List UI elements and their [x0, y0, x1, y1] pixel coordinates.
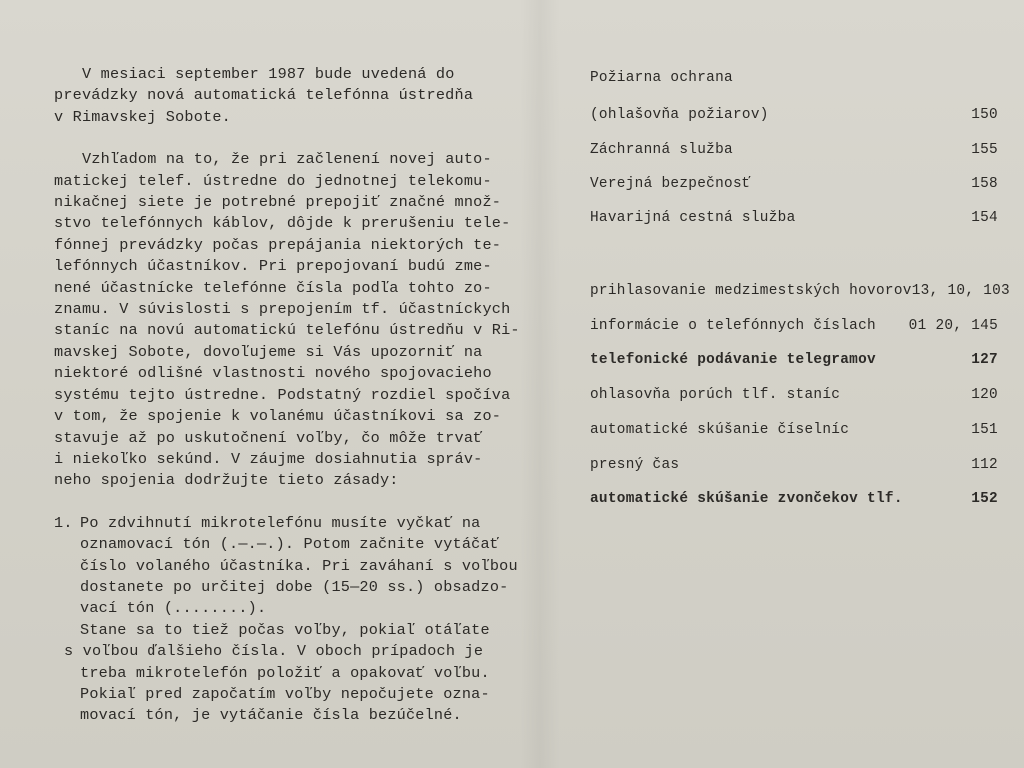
service-name: prihlasovanie medzimestských hovorov — [590, 283, 912, 299]
directory-row-fire — [590, 107, 998, 123]
directory-row-long-distance — [590, 283, 1010, 299]
text-line: v tom, že spojenie k volanému účastníkovi sa zo- — [54, 407, 502, 426]
page-fold-shadow — [520, 0, 560, 768]
service-number: 154 — [971, 210, 998, 226]
text-line: mavskej Sobote, dovoľujeme si Vás upozorniť na — [54, 342, 483, 361]
service-name: Požiarna ochrana — [590, 70, 733, 86]
service-number: 150 — [971, 107, 998, 123]
directory-row-police — [590, 176, 998, 192]
text-line: Po zdvihnutí mikrotelefónu musíte vyčkať na — [80, 513, 481, 532]
service-name: informácie o telefónnych číslach — [590, 318, 876, 334]
explanation-paragraph — [54, 149, 520, 492]
rule-text — [54, 513, 518, 727]
text-line: nené účastnícke telefónne čísla podľa tohto zo- — [54, 278, 492, 297]
intro-paragraph — [54, 64, 494, 128]
service-name: ohlasovňa porúch tlf. staníc — [590, 387, 841, 403]
directory-row-dial-test — [590, 422, 998, 438]
directory-row-road-service — [590, 210, 998, 226]
service-name: automatické skúšanie číselníc — [590, 422, 850, 438]
service-number: 13, 10, 103 — [911, 283, 1010, 299]
text-line: matickej telef. ústredne do jednotnej telekomu- — [54, 171, 492, 190]
directory-row-time — [590, 457, 998, 473]
text-line: stvo telefónnych káblov, dôjde k prerušeniu tele- — [54, 214, 511, 233]
service-number: 112 — [971, 457, 998, 473]
text-line: dostanete po určitej dobe (15—20 ss.) obsadzo- — [80, 577, 509, 596]
service-name: presný čas — [590, 457, 680, 473]
rule-number: 1. — [54, 513, 73, 532]
text-line: nikačnej siete je potrebné prepojiť značné množ- — [54, 193, 502, 212]
text-line: s voľbou ďalšieho čísla. V oboch prípadoch je — [64, 642, 484, 661]
service-number: 155 — [971, 142, 998, 158]
directory-row-number-info — [590, 318, 998, 334]
service-number: 158 — [971, 176, 998, 192]
text-line: staníc na novú automatickú telefónu ústredňu v Ri- — [54, 321, 520, 340]
directory-row-rescue — [590, 142, 998, 158]
service-name: (ohlašovňa požiarov) — [590, 107, 769, 123]
text-line: movací tón, je vytáčanie čísla bezúčelné. — [80, 706, 462, 725]
text-line: lefónnych účastníkov. Pri prepojovaní budú zme- — [54, 257, 492, 276]
directory-row-fire-header — [590, 70, 998, 86]
text-line: i niekoľko sekúnd. V záujme dosiahnutia správ- — [54, 449, 483, 468]
service-number: 120 — [971, 387, 998, 403]
directory-row-telegrams — [590, 352, 998, 368]
left-page-text — [54, 64, 520, 727]
text-line: prevádzky nová automatická telefónna ústredňa — [54, 86, 474, 105]
text-line: vací tón (........). — [80, 599, 267, 618]
service-name: Záchranná služba — [590, 142, 733, 158]
directory-row-fault-report — [590, 387, 998, 403]
text-line: Stane sa to tiež počas voľby, pokiaľ otáľate — [80, 620, 490, 639]
rule-item-1 — [54, 513, 518, 727]
service-number: 151 — [971, 422, 998, 438]
service-name: Havarijná cestná služba — [590, 210, 796, 226]
text-line: treba mikrotelefón položiť a opakovať voľbu. — [80, 663, 490, 682]
service-number: 152 — [971, 491, 998, 507]
service-number: 127 — [971, 352, 998, 368]
service-name: automatické skúšanie zvončekov tlf. — [590, 491, 903, 507]
text-line: stavuje až po uskutočnení voľby, čo môže trvať — [54, 428, 483, 447]
text-line: v Rimavskej Sobote. — [54, 107, 231, 126]
text-line: Pokiaľ pred započatím voľby nepočujete ozna- — [80, 684, 490, 703]
text-line: číslo volaného účastníka. Pri zaváhaní s voľbou — [80, 556, 518, 575]
text-line: znamu. V súvislosti s prepojením tf. účastníckych — [54, 300, 511, 319]
text-line: neho spojenia dodržujte tieto zásady: — [54, 471, 399, 490]
service-name: telefonické podávanie telegramov — [590, 352, 876, 368]
text-line: V mesiaci september 1987 bude uvedená do — [82, 65, 455, 83]
text-line: niektoré odlišné vlastnosti nového spojovacieho — [54, 364, 492, 383]
directory-row-bell-test — [590, 491, 998, 507]
text-line: Vzhľadom na to, že pri začlenení novej auto- — [82, 150, 492, 169]
text-line: fónnej prevádzky počas prepájania niektorých te- — [54, 235, 502, 254]
service-name: Verejná bezpečnosť — [590, 176, 751, 192]
text-line: systému tejto ústredne. Podstatný rozdiel spočíva — [54, 385, 511, 404]
service-number: 01 20, 145 — [908, 318, 998, 334]
text-line: oznamovací tón (.—.—.). Potom začnite vytáčať — [80, 535, 500, 554]
